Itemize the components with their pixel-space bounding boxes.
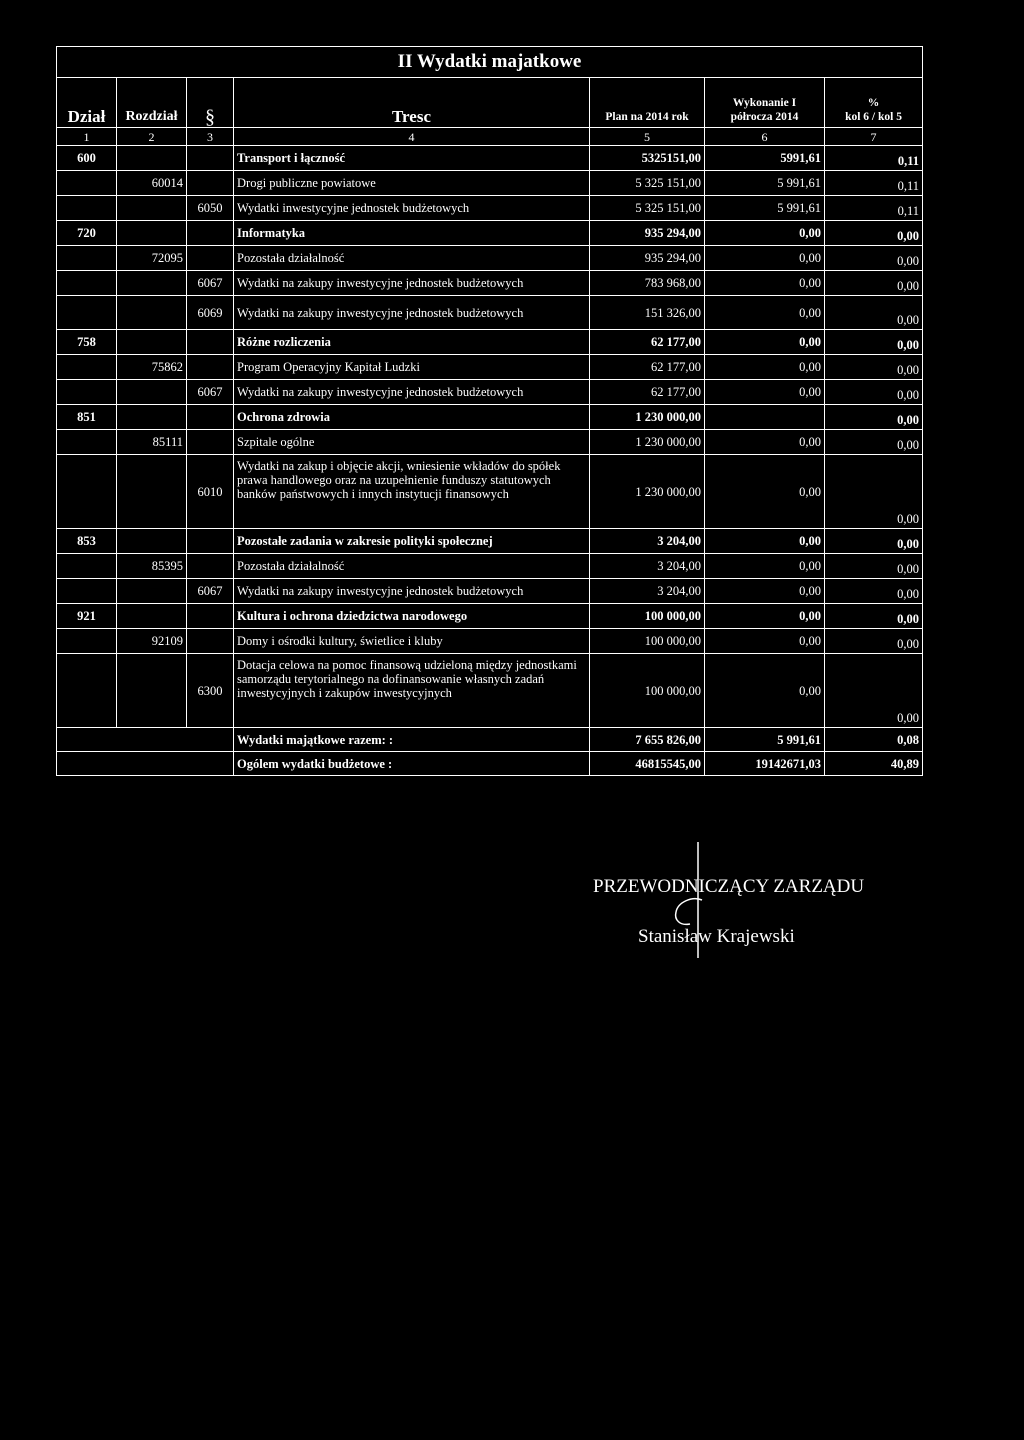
tresc-cell: Szpitale ogólne [234, 430, 590, 455]
tresc-cell: Pozostała działalność [234, 554, 590, 579]
wykonanie-cell: 0,00 [705, 529, 825, 554]
paragraph-cell [187, 221, 234, 246]
percent-cell: 0,00 [825, 296, 923, 330]
column-number: 5 [590, 128, 705, 146]
paragraph-cell [187, 405, 234, 430]
tresc-cell: Pozostałe zadania w zakresie polityki społecznej [234, 529, 590, 554]
table-row [57, 554, 923, 579]
dzial-cell [57, 554, 117, 579]
rozdzial-cell [117, 271, 187, 296]
plan-cell: 1 230 000,00 [590, 455, 705, 529]
percent-cell: 0,00 [825, 654, 923, 728]
column-number: 6 [705, 128, 825, 146]
tresc-cell: Drogi publiczne powiatowe [234, 171, 590, 196]
wykonanie-cell: 0,00 [705, 271, 825, 296]
plan-cell: 1 230 000,00 [590, 430, 705, 455]
header-percent: % kol 6 / kol 5 [825, 78, 923, 128]
rozdzial-cell: 92109 [117, 629, 187, 654]
plan-cell: 100 000,00 [590, 654, 705, 728]
expenditure-table [56, 46, 923, 776]
tresc-cell: Wydatki na zakupy inwestycyjne jednostek budżetowych [234, 579, 590, 604]
total-percent: 40,89 [825, 752, 923, 776]
dzial-cell: 921 [57, 604, 117, 629]
paragraph-cell [187, 355, 234, 380]
percent-cell: 0,00 [825, 330, 923, 355]
paragraph-cell [187, 246, 234, 271]
dzial-cell [57, 654, 117, 728]
header-plan: Plan na 2014 rok [590, 78, 705, 128]
table-row [57, 455, 923, 529]
dzial-cell [57, 296, 117, 330]
header-dzial: Dział [57, 78, 117, 128]
wykonanie-cell: 0,00 [705, 221, 825, 246]
header-paragraph: § [187, 78, 234, 128]
table-row [57, 146, 923, 171]
plan-cell: 151 326,00 [590, 296, 705, 330]
table-row [57, 604, 923, 629]
total-wykonanie: 19142671,03 [705, 752, 825, 776]
plan-cell: 5 325 151,00 [590, 171, 705, 196]
paragraph-cell: 6067 [187, 271, 234, 296]
table-row [57, 330, 923, 355]
paragraph-cell [187, 146, 234, 171]
rozdzial-cell: 72095 [117, 246, 187, 271]
table-row [57, 529, 923, 554]
paragraph-cell: 6010 [187, 455, 234, 529]
rozdzial-cell [117, 455, 187, 529]
wykonanie-cell: 0,00 [705, 579, 825, 604]
rozdzial-cell [117, 196, 187, 221]
wykonanie-cell: 0,00 [705, 355, 825, 380]
tresc-cell: Pozostała działalność [234, 246, 590, 271]
paragraph-cell: 6300 [187, 654, 234, 728]
percent-cell: 0,00 [825, 355, 923, 380]
paragraph-cell: 6067 [187, 579, 234, 604]
percent-cell: 0,00 [825, 380, 923, 405]
wykonanie-cell: 0,00 [705, 604, 825, 629]
signature-title: PRZEWODNICZĄCY ZARZĄDU [593, 876, 865, 897]
table-row [57, 355, 923, 380]
plan-cell: 3 204,00 [590, 554, 705, 579]
total-percent: 0,08 [825, 728, 923, 752]
rozdzial-cell [117, 146, 187, 171]
dzial-cell [57, 355, 117, 380]
wykonanie-cell: 0,00 [705, 430, 825, 455]
percent-cell: 0,00 [825, 246, 923, 271]
table-row [57, 380, 923, 405]
percent-cell: 0,00 [825, 629, 923, 654]
wykonanie-cell: 0,00 [705, 246, 825, 271]
column-number: 4 [234, 128, 590, 146]
dzial-cell [57, 196, 117, 221]
rozdzial-cell [117, 405, 187, 430]
table-row [57, 629, 923, 654]
total-label: Ogólem wydatki budżetowe : [234, 752, 590, 776]
paragraph-cell [187, 629, 234, 654]
tresc-cell: Transport i łączność [234, 146, 590, 171]
wykonanie-cell: 5 991,61 [705, 196, 825, 221]
rozdzial-cell [117, 296, 187, 330]
wykonanie-cell: 0,00 [705, 380, 825, 405]
expenditure-sheet [56, 46, 922, 776]
paragraph-cell: 6050 [187, 196, 234, 221]
tresc-cell: Informatyka [234, 221, 590, 246]
rozdzial-cell [117, 529, 187, 554]
rozdzial-cell: 60014 [117, 171, 187, 196]
tresc-cell: Wydatki na zakup i objęcie akcji, wniesienie wkładów do spółek prawa handlowego oraz na uzupełnienie funduszy statutowych banków państwowych i innych instytucji finansowych [234, 455, 590, 529]
plan-cell: 100 000,00 [590, 604, 705, 629]
paragraph-cell [187, 554, 234, 579]
signature-name: Stanisław Krajewski [638, 926, 795, 947]
rozdzial-cell [117, 221, 187, 246]
wykonanie-cell: 0,00 [705, 455, 825, 529]
dzial-cell [57, 629, 117, 654]
percent-cell: 0,00 [825, 455, 923, 529]
table-row [57, 171, 923, 196]
rozdzial-cell: 75862 [117, 355, 187, 380]
percent-cell: 0,00 [825, 529, 923, 554]
rozdzial-cell [117, 604, 187, 629]
tresc-cell: Kultura i ochrona dziedzictwa narodowego [234, 604, 590, 629]
plan-cell: 100 000,00 [590, 629, 705, 654]
plan-cell: 935 294,00 [590, 246, 705, 271]
plan-cell: 783 968,00 [590, 271, 705, 296]
rozdzial-cell: 85111 [117, 430, 187, 455]
plan-cell: 3 204,00 [590, 579, 705, 604]
paragraph-cell [187, 604, 234, 629]
paragraph-cell [187, 171, 234, 196]
wykonanie-cell: 0,00 [705, 554, 825, 579]
plan-cell: 5325151,00 [590, 146, 705, 171]
total-label: Wydatki majątkowe razem: : [234, 728, 590, 752]
plan-cell: 1 230 000,00 [590, 405, 705, 430]
dzial-cell: 600 [57, 146, 117, 171]
plan-cell: 62 177,00 [590, 355, 705, 380]
percent-cell: 0,00 [825, 554, 923, 579]
wykonanie-cell: 0,00 [705, 654, 825, 728]
column-number: 1 [57, 128, 117, 146]
column-number: 3 [187, 128, 234, 146]
paragraph-cell: 6069 [187, 296, 234, 330]
percent-cell: 0,00 [825, 604, 923, 629]
table-row [57, 271, 923, 296]
rozdzial-cell [117, 380, 187, 405]
dzial-cell [57, 271, 117, 296]
percent-cell: 0,00 [825, 430, 923, 455]
total-spacer [57, 752, 234, 776]
column-number: 2 [117, 128, 187, 146]
table-row [57, 579, 923, 604]
rozdzial-cell [117, 579, 187, 604]
dzial-cell [57, 579, 117, 604]
tresc-cell: Ochrona zdrowia [234, 405, 590, 430]
paragraph-cell [187, 529, 234, 554]
table-row [57, 196, 923, 221]
percent-cell: 0,11 [825, 171, 923, 196]
wykonanie-cell [705, 405, 825, 430]
paragraph-cell [187, 330, 234, 355]
header-wykonanie: Wykonanie I półrocza 2014 [705, 78, 825, 128]
percent-cell: 0,00 [825, 271, 923, 296]
tresc-cell: Różne rozliczenia [234, 330, 590, 355]
dzial-cell: 853 [57, 529, 117, 554]
total-spacer [57, 728, 234, 752]
table-row [57, 654, 923, 728]
total-plan: 46815545,00 [590, 752, 705, 776]
dzial-cell [57, 455, 117, 529]
total-wykonanie: 5 991,61 [705, 728, 825, 752]
table-row [57, 430, 923, 455]
tresc-cell: Dotacja celowa na pomoc finansową udzieloną między jednostkami samorządu terytorialnego na dofinansowanie własnych zadań inwestycyjnych i zakupów inwestycyjnych [234, 654, 590, 728]
rozdzial-cell [117, 330, 187, 355]
tresc-cell: Wydatki na zakupy inwestycyjne jednostek budżetowych [234, 296, 590, 330]
column-number-row [57, 128, 923, 146]
dzial-cell: 720 [57, 221, 117, 246]
dzial-cell: 851 [57, 405, 117, 430]
table-row [57, 405, 923, 430]
tresc-cell: Wydatki na zakupy inwestycyjne jednostek budżetowych [234, 271, 590, 296]
paragraph-cell: 6067 [187, 380, 234, 405]
percent-cell: 0,00 [825, 221, 923, 246]
rozdzial-cell [117, 654, 187, 728]
dzial-cell [57, 430, 117, 455]
tresc-cell: Wydatki inwestycyjne jednostek budżetowych [234, 196, 590, 221]
dzial-cell: 758 [57, 330, 117, 355]
tresc-cell: Domy i ośrodki kultury, świetlice i kluby [234, 629, 590, 654]
dzial-cell [57, 171, 117, 196]
percent-cell: 0,11 [825, 146, 923, 171]
percent-cell: 0,00 [825, 579, 923, 604]
plan-cell: 62 177,00 [590, 380, 705, 405]
rozdzial-cell: 85395 [117, 554, 187, 579]
header-tresc: Tresc [234, 78, 590, 128]
wykonanie-cell: 5 991,61 [705, 171, 825, 196]
table-row [57, 246, 923, 271]
wykonanie-cell: 0,00 [705, 629, 825, 654]
plan-cell: 3 204,00 [590, 529, 705, 554]
total-plan: 7 655 826,00 [590, 728, 705, 752]
table-row [57, 221, 923, 246]
wykonanie-cell: 0,00 [705, 296, 825, 330]
tresc-cell: Program Operacyjny Kapitał Ludzki [234, 355, 590, 380]
plan-cell: 935 294,00 [590, 221, 705, 246]
percent-cell: 0,00 [825, 405, 923, 430]
header-rozdzial: Rozdział [117, 78, 187, 128]
plan-cell: 62 177,00 [590, 330, 705, 355]
dzial-cell [57, 380, 117, 405]
tresc-cell: Wydatki na zakupy inwestycyjne jednostek budżetowych [234, 380, 590, 405]
table-title: II Wydatki majatkowe [57, 47, 923, 78]
table-row [57, 296, 923, 330]
total-row [57, 752, 923, 776]
wykonanie-cell: 0,00 [705, 330, 825, 355]
total-row [57, 728, 923, 752]
column-number: 7 [825, 128, 923, 146]
paragraph-cell [187, 430, 234, 455]
wykonanie-cell: 5991,61 [705, 146, 825, 171]
dzial-cell [57, 246, 117, 271]
plan-cell: 5 325 151,00 [590, 196, 705, 221]
percent-cell: 0,11 [825, 196, 923, 221]
